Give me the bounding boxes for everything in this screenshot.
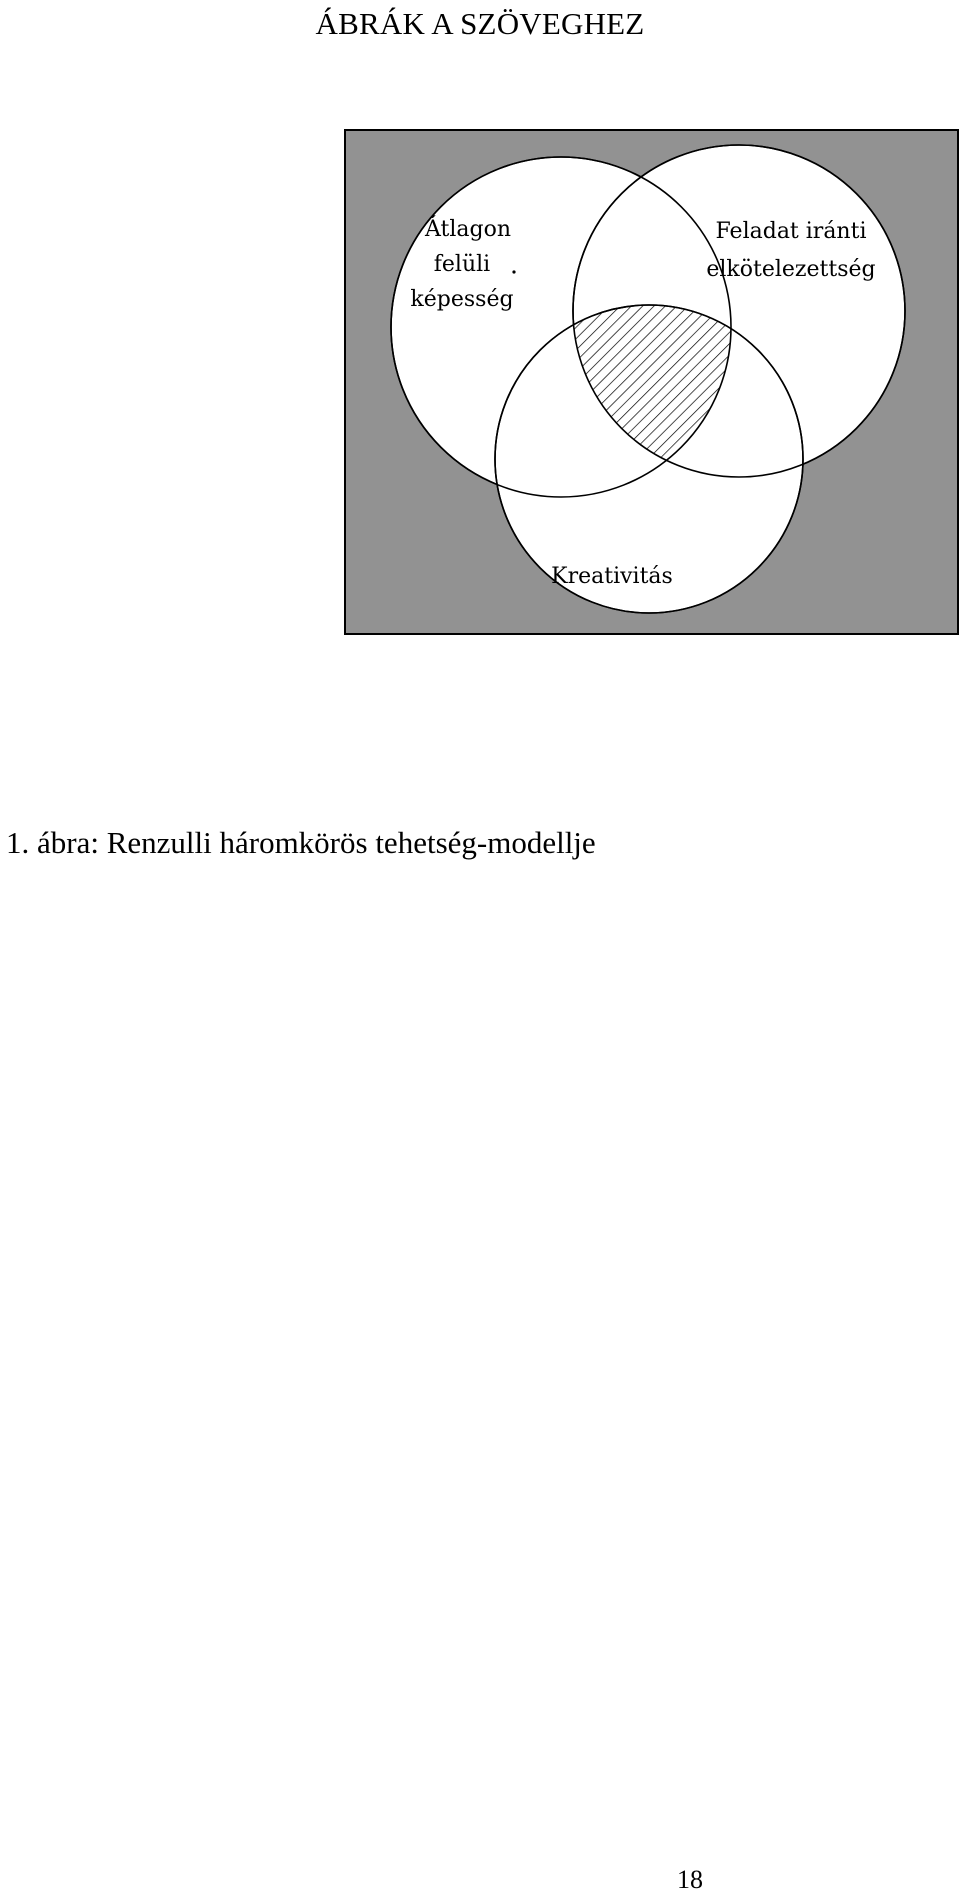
label-ability-line-1: Átlagon bbox=[425, 217, 511, 242]
stray-dot bbox=[512, 270, 515, 273]
label-commitment-line-1: Feladat iránti bbox=[715, 219, 867, 244]
page-number: 18 bbox=[677, 1865, 703, 1894]
venn-diagram-svg bbox=[344, 129, 959, 635]
page-heading: ÁBRÁK A SZÖVEGHEZ bbox=[315, 6, 645, 41]
renzulli-diagram bbox=[344, 129, 959, 635]
label-ability-line-2: felüli bbox=[433, 252, 491, 277]
figure-caption: 1. ábra: Renzulli háromkörös tehetség-modellje bbox=[6, 825, 596, 860]
label-commitment-line-2: elkötelezettség bbox=[706, 257, 876, 282]
label-creativity: Kreativitás bbox=[551, 564, 673, 589]
label-ability-line-3: képesség bbox=[410, 287, 514, 312]
